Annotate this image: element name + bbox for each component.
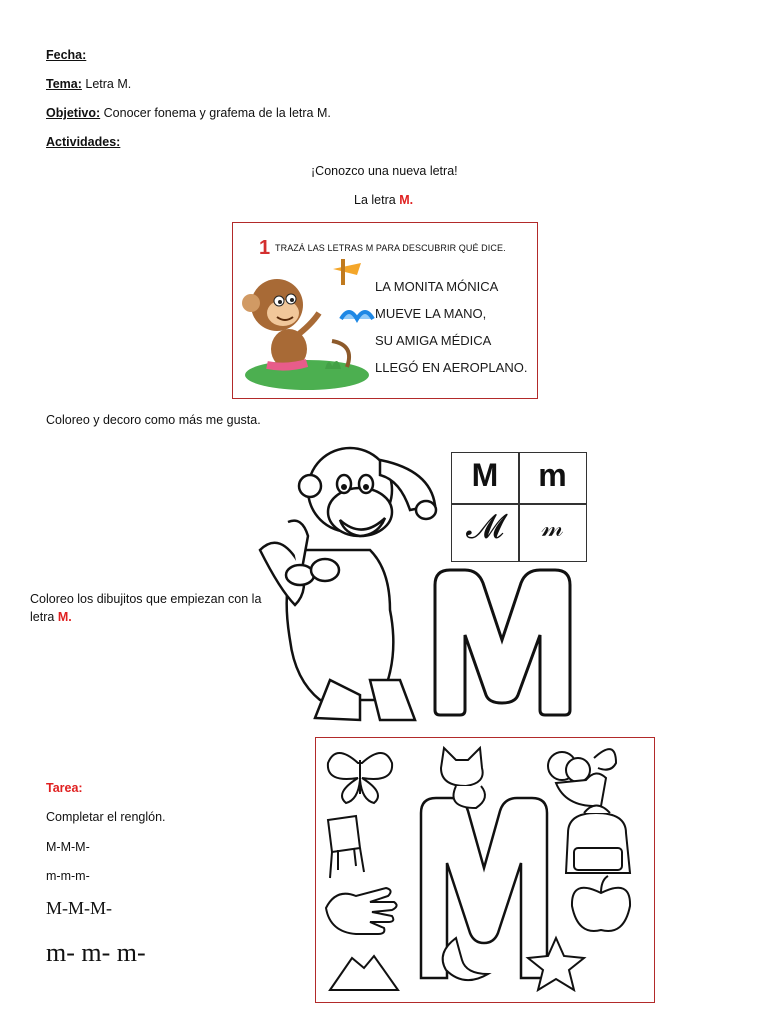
mochila-icon [566,806,630,874]
homework-line-4: m- m- m- [46,938,146,967]
fecha-label: Fecha: [46,48,87,62]
intro-letter: M. [399,193,414,207]
objetivo-line [46,106,331,120]
objetivo-value: Conocer fonema y grafema de la letra M. [103,106,331,120]
mano-icon [326,888,397,934]
homework-title: Tarea: [46,781,83,795]
activity-instruction: TRAZÁ LAS LETRAS M PARA DESCUBRIR QUÉ DICE. [275,243,506,253]
poem-line-4: LLEGÓ EN AEROPLANO. [375,360,528,375]
intro-line2-prefix: La letra [354,193,396,207]
luna-icon [443,938,488,980]
airplane-icon [333,259,361,285]
montana-icon [330,956,398,990]
pictures-instruction [30,590,265,626]
monkey-coloring-drawing [240,440,440,730]
objetivo-label: Objetivo: [46,106,101,120]
homework-line-1: M-M-M- [46,840,90,854]
pictures-instruction-letter: M. [57,610,72,624]
monkey-illustration [237,257,377,393]
big-letter-m-outline [420,565,585,720]
homework-line-2: m-m-m- [46,869,90,883]
pictures-drawing [316,738,654,1002]
letter-uppercase-cursive: 𝓜 [465,507,505,547]
mono-icon [548,749,616,806]
coloring-instruction: Coloreo y decoro como más me gusta. [46,413,261,427]
intro-line2 [354,193,413,207]
letter-uppercase-print: M [471,457,499,493]
tema-label: Tema: [46,77,82,91]
bird-icon [341,312,373,319]
actividades-label: Actividades: [46,135,121,149]
letter-lowercase-print: m [538,457,567,493]
tema-value: Letra M. [85,77,132,91]
mariposa-icon [328,753,392,803]
homework-instruction: Completar el renglón. [46,810,166,824]
poem-line-2: MUEVE LA MANO, [375,306,487,321]
pictures-box [315,737,655,1003]
pictures-instruction-text: Coloreo los dibujitos que empiezan con la letra [30,592,262,624]
activity-number: 1 [259,237,271,259]
homework-line-3: M-M-M- [46,898,112,918]
intro-line1: ¡Conozco una nueva letra! [311,164,458,178]
letter-lowercase-cursive: 𝓂 [541,513,564,543]
tema-line [46,77,131,91]
poem-line-3: SU AMIGA MÉDICA [375,333,492,348]
mesa-icon [328,816,364,878]
poem-line-1: LA MONITA MÓNICA [375,279,499,294]
poem [375,273,527,381]
manzana-icon [572,876,630,931]
letter-grid [451,452,587,562]
activity-card [232,222,538,399]
